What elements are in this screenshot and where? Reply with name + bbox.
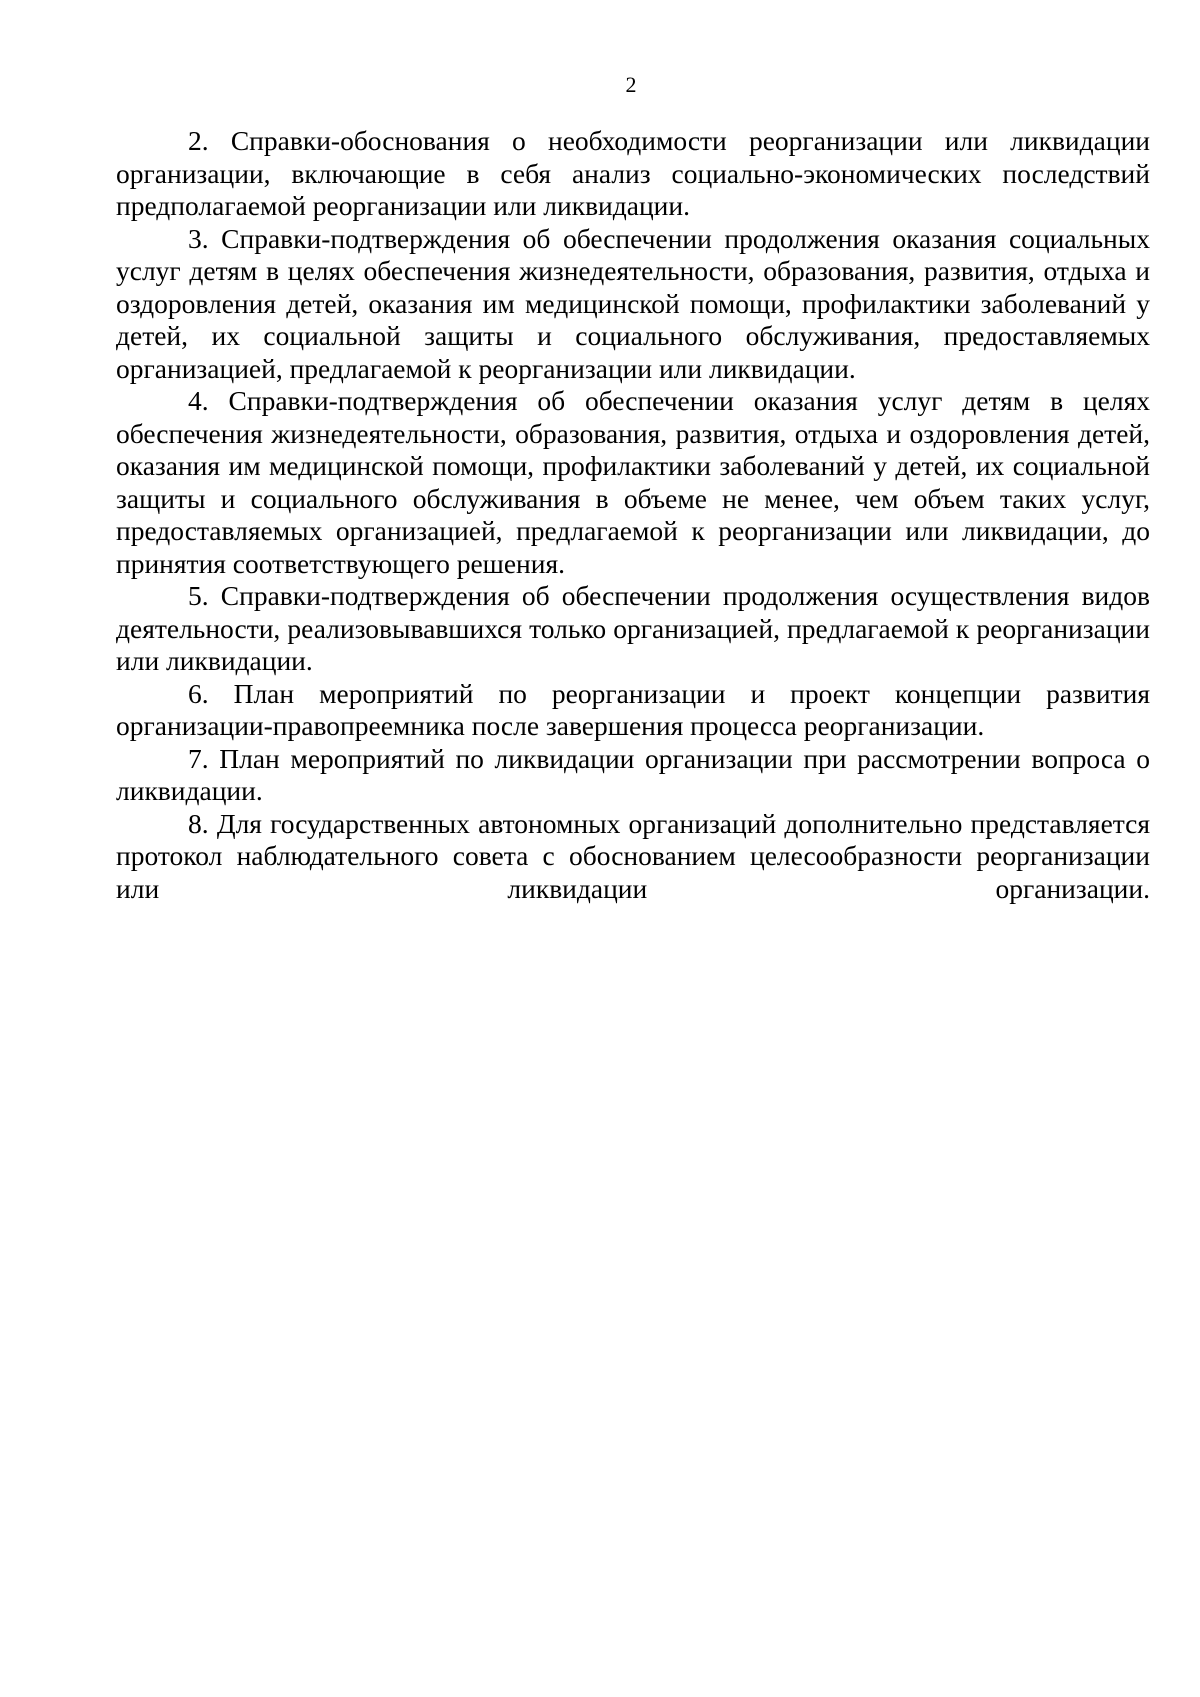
paragraph-item-4: 4. Справки-подтверждения об обеспечении оказания услуг детям в целях обеспечения жизнедеятельности, образования, развития, отдыха и оздоровления детей, оказания им медицинской помощи, профилактики заболеваний у детей, их социальной защиты и социального обслуживания в объеме не менее, чем объем таких услуг, предоставляемых организацией, предлагаемой к реорганизации или ликвидации, до принятия соответствующего решения.: [116, 385, 1150, 579]
document-body: [116, 125, 1150, 905]
paragraph-item-7: 7. План мероприятий по ликвидации организации при рассмотрении вопроса о ликвидации.: [116, 742, 1150, 806]
paragraph-item-2: 2. Справки-обоснования о необходимости реорганизации или ликвидации организации, включающие в себя анализ социально-экономических последствий предполагаемой реорганизации или ликвидации.: [116, 125, 1150, 221]
paragraph-item-8: 8. Для государственных автономных организаций дополнительно представляется протокол наблюдательного совета с обоснованием целесообразности реорганизации или ликвидации организации.: [116, 807, 1150, 904]
paragraph-item-5: 5. Справки-подтверждения об обеспечении продолжения осуществления видов деятельности, реализовывавшихся только организацией, предлагаемой к реорганизации или ликвидации.: [116, 580, 1150, 676]
page-number: 2: [625, 72, 637, 97]
paragraph-item-6: 6. План мероприятий по реорганизации и проект концепции развития организации-правопреемника после завершения процесса реорганизации.: [116, 677, 1150, 741]
paragraph-item-3: 3. Справки-подтверждения об обеспечении продолжения оказания социальных услуг детям в целях обеспечения жизнедеятельности, образования, развития, отдыха и оздоровления детей, оказания им медицинской помощи, профилактики заболеваний у детей, их социальной защиты и социального обслуживания, предоставляемых организацией, предлагаемой к реорганизации или ликвидации.: [116, 222, 1150, 384]
